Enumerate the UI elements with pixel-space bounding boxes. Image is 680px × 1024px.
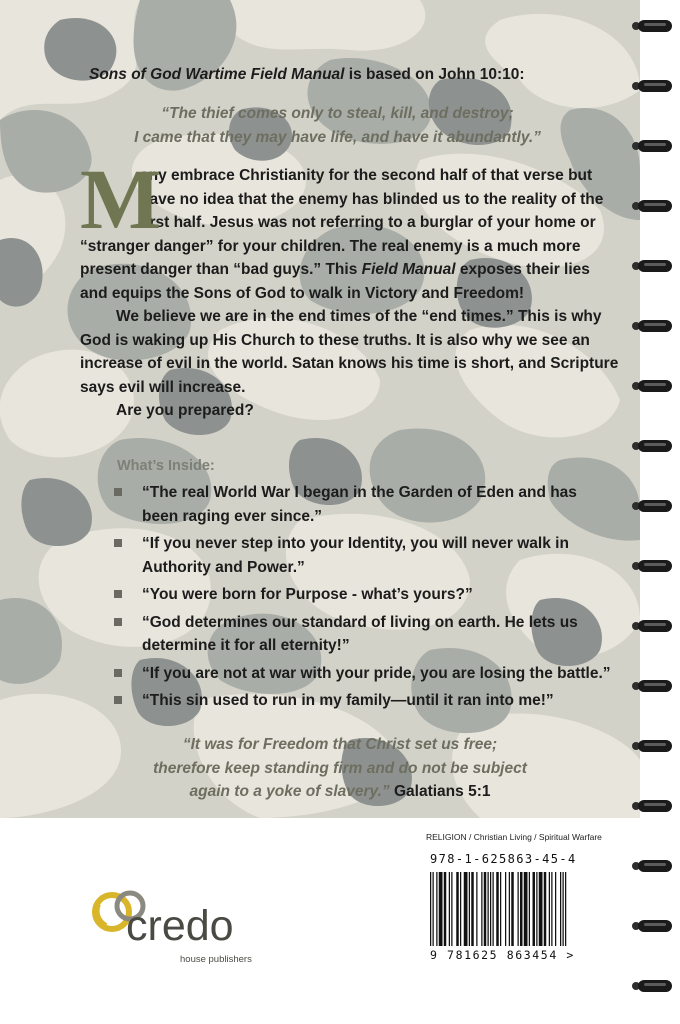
spiral-coil xyxy=(638,498,676,514)
barcode-bar xyxy=(469,872,470,946)
bullet-square-icon xyxy=(114,539,122,547)
spiral-coil xyxy=(638,558,676,574)
verse-line: “It was for Freedom that Christ set us free; xyxy=(182,736,498,753)
whats-inside-list xyxy=(114,481,614,717)
barcode-bar xyxy=(529,872,530,946)
barcode-bar xyxy=(560,872,561,946)
category-label: RELIGION / Christian Living / Spiritual Warfare xyxy=(426,832,602,842)
barcode-graphic xyxy=(428,872,618,950)
paragraph: Are you prepared? xyxy=(116,402,254,419)
barcode-bar xyxy=(544,872,547,946)
john-verse xyxy=(60,102,615,150)
isbn-number: 978-1-625863-45-4 xyxy=(430,852,577,866)
verse-reference: Galatians 5:1 xyxy=(393,783,491,800)
bullet-square-icon xyxy=(114,669,122,677)
barcode-bar xyxy=(511,872,514,946)
barcode-bar xyxy=(484,872,487,946)
whats-inside-item-text: “This sin used to run in my family—until it ran into me!” xyxy=(142,692,554,709)
bullet-square-icon xyxy=(114,696,122,704)
whats-inside-item-text: “If you are not at war with your pride, you are losing the battle.” xyxy=(142,664,611,682)
whats-inside-item xyxy=(114,583,614,607)
whats-inside-item-text: “The real World War I began in the Garden of Eden and has been raging ever since.” xyxy=(142,484,577,525)
barcode-bar xyxy=(471,872,474,946)
barcode-bar xyxy=(496,872,499,946)
spiral-coil xyxy=(638,378,676,394)
spiral-coil xyxy=(638,18,676,34)
paragraph-text: exposes their lies and equips the Sons of God to walk in Victory and Freedom! xyxy=(80,261,590,302)
spiral-binding xyxy=(640,0,680,1024)
drop-cap xyxy=(80,151,162,247)
verse-line: therefore keep standing firm and do not be subject xyxy=(153,759,527,777)
barcode-bar xyxy=(520,872,523,946)
whats-inside-item xyxy=(114,532,614,579)
barcode-bar xyxy=(449,872,450,946)
barcode-bar xyxy=(481,872,482,946)
whats-inside-item-text: “God determines our standard of living on earth. He lets us determine it for all eternity!” xyxy=(142,613,578,654)
barcode-bar xyxy=(488,872,489,946)
verse-line: I came that they may have life, and have it abundantly.” xyxy=(134,129,541,146)
whats-inside-item xyxy=(114,662,614,686)
spiral-coil xyxy=(638,738,676,754)
verse-text: again to a yoke of slavery.” xyxy=(189,783,390,800)
bullet-square-icon xyxy=(114,488,122,496)
barcode-bar xyxy=(460,872,461,946)
intro-line xyxy=(89,66,609,84)
whats-inside-item-text: “You were born for Purpose - what’s yours?” xyxy=(142,586,473,603)
logo-wordmark: credo xyxy=(126,902,234,950)
barcode-bar xyxy=(536,872,537,946)
logo-subtitle: house publishers xyxy=(180,954,252,965)
spiral-coil xyxy=(638,798,676,814)
barcode-bar xyxy=(464,872,468,946)
spiral-coil xyxy=(638,138,676,154)
galatians-verse xyxy=(120,733,560,804)
spiral-coil xyxy=(638,198,676,214)
verse-line: “The thief comes only to steal, kill, and destroy; xyxy=(161,105,514,122)
body-text xyxy=(80,151,620,423)
barcode-bar xyxy=(456,872,459,946)
whats-inside-item xyxy=(114,689,614,713)
barcode-bar xyxy=(539,872,543,946)
barcode-bar xyxy=(533,872,536,946)
bullet-square-icon xyxy=(114,618,122,626)
barcode-bar xyxy=(451,872,452,946)
paragraph-text: any embrace Christianity for the second half of that verse but have no idea that the enemy has blinded us to the reality of the first half. Jesus was not referring to a burglar of your home or “stranger danger” for your children. The real enemy is a much more present danger than “bad guys.” This xyxy=(80,167,604,278)
barcode-bar xyxy=(430,872,431,946)
barcode-bar xyxy=(439,872,443,946)
spiral-coil xyxy=(638,858,676,874)
barcode-bar xyxy=(490,872,491,946)
paragraph-emphasis: Field Manual xyxy=(361,261,456,278)
barcode-bar xyxy=(551,872,552,946)
barcode-bar xyxy=(518,872,519,946)
barcode-bar xyxy=(524,872,528,946)
barcode-bar xyxy=(444,872,447,946)
spiral-coil xyxy=(638,618,676,634)
whats-inside-item-text: “If you never step into your Identity, you will never walk in Authority and Power.” xyxy=(142,535,569,576)
barcode-bar xyxy=(555,872,556,946)
barcode-bar xyxy=(563,872,564,946)
whats-inside-item xyxy=(114,611,614,658)
spiral-coil xyxy=(638,258,676,274)
spiral-coil xyxy=(638,78,676,94)
spiral-coil xyxy=(638,438,676,454)
barcode-bar xyxy=(436,872,437,946)
spiral-coil xyxy=(638,978,676,994)
barcode-bar xyxy=(500,872,501,946)
whats-inside-item xyxy=(114,481,614,528)
verse-line xyxy=(120,780,560,804)
spiral-coil xyxy=(638,678,676,694)
barcode-bar xyxy=(505,872,506,946)
barcode-bar xyxy=(433,872,434,946)
intro-rest: is based on John 10:10: xyxy=(344,66,525,83)
barcode-bar xyxy=(549,872,550,946)
barcode-bar xyxy=(509,872,510,946)
bullet-square-icon xyxy=(114,590,122,598)
whats-inside-heading: What’s Inside: xyxy=(117,458,215,474)
book-title: Sons of God Wartime Field Manual xyxy=(89,66,345,83)
paragraph xyxy=(80,151,620,305)
paragraph: We believe we are in the end times of the “end times.” This is why God is waking up His Church to these truths. It is also why we see an increase of evil in the world. Satan knows his time is short, and Scripture says evil will increase. xyxy=(80,308,619,396)
barcode-bar xyxy=(565,872,566,946)
spiral-coil xyxy=(638,918,676,934)
barcode-digits: 9 781625 863454 > xyxy=(430,948,575,962)
credo-logo xyxy=(86,884,276,974)
spiral-coil xyxy=(638,318,676,334)
barcode-bar xyxy=(493,872,494,946)
barcode-bar xyxy=(476,872,477,946)
drop-cap-letter: M xyxy=(80,151,162,247)
